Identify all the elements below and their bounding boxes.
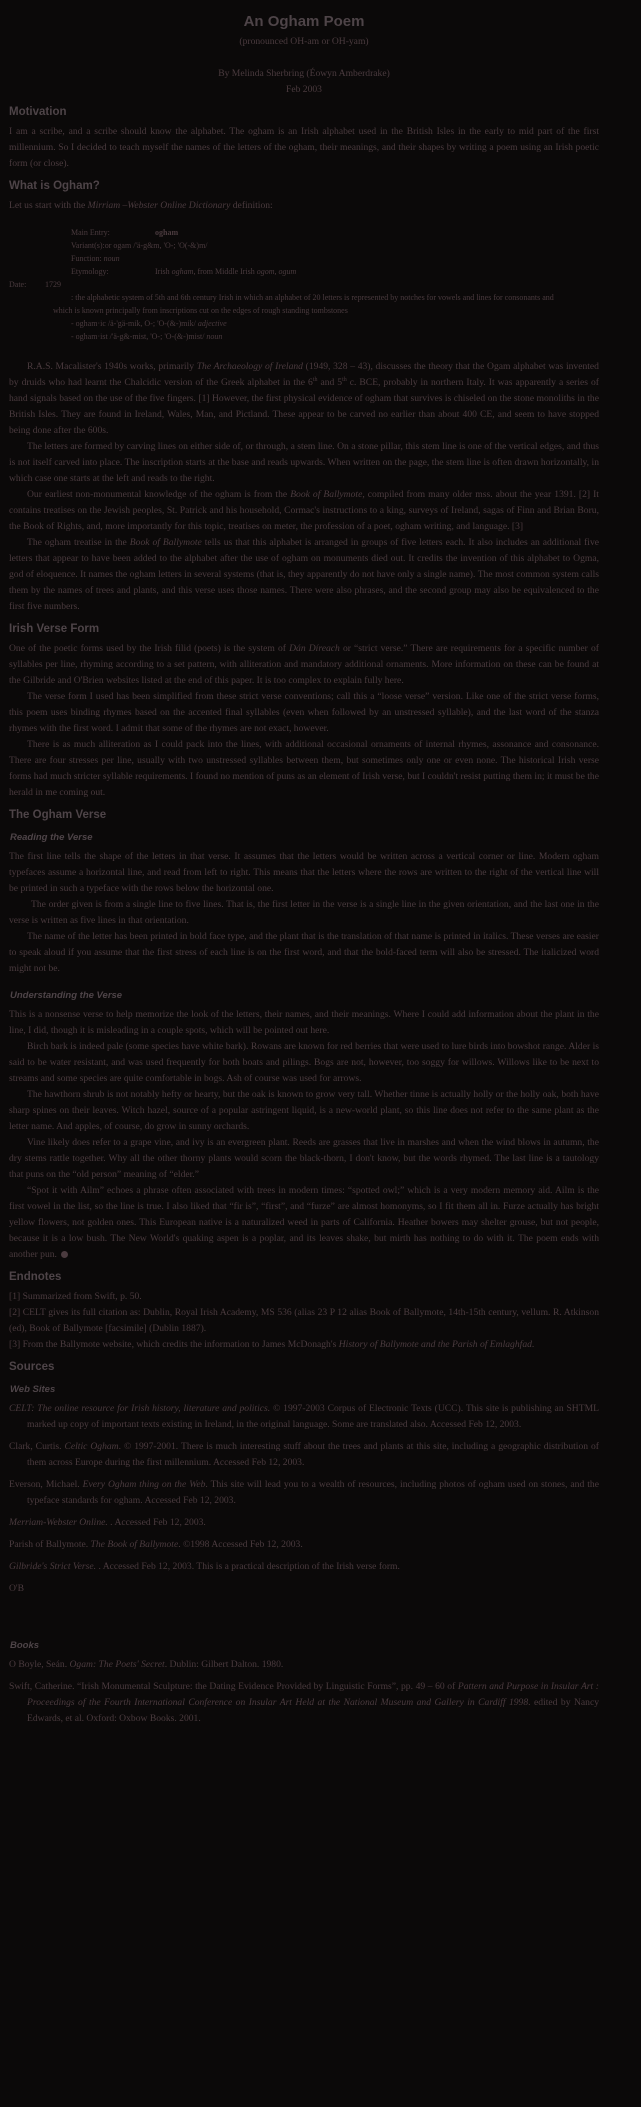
pronunciation: (pronounced OH-am or OH-yam) bbox=[239, 36, 369, 47]
understanding-paragraph: The hawthorn shrub is not notably hefty or hearty, but the oak is known to grow very tall. Whether tinne is actually holly or the holly oak, both have sharp spines on their leaves. Witch hazel, source of a popular astringent liquid, is a new-world plant, so this line does not refer to the same plant as the letter name. And apples, of course, do grow in sunny orchards. bbox=[9, 1089, 599, 1132]
endnote bbox=[9, 1337, 599, 1353]
source-entry bbox=[9, 1401, 599, 1433]
text-run: Our earliest non-monumental knowledge of the ogham is from the bbox=[27, 489, 291, 500]
source-entry bbox=[9, 1515, 599, 1531]
source-title-link[interactable]: The Book of Ballymote bbox=[90, 1539, 179, 1550]
dictionary-definition bbox=[9, 226, 599, 343]
derivative: - ogham·ic /ä-'gä-mik, O-; 'O-(&-)mik/ adjective bbox=[71, 319, 227, 328]
italic-title: The Archaeology of Ireland bbox=[196, 361, 303, 372]
source-entry bbox=[9, 1559, 599, 1575]
motivation-paragraph: I am a scribe, and a scribe should know the alphabet. The ogham is an Irish alphabet used in the British Isles in the early to mid part of the first millennium. So I decided to teach myself the names of the letters of the ogham, their meanings, and their shapes by writing a poem using an Irish poetic form (or close). bbox=[9, 126, 599, 169]
source-title-link[interactable]: CELT: The online resource for Irish history, literature and politics. bbox=[9, 1403, 271, 1414]
author-line: By Melinda Sherbring (Éowyn Amberdrake) bbox=[218, 68, 390, 79]
section-heading-irish-verse-form: Irish Verse Form bbox=[9, 623, 100, 635]
italic-title: Book of Ballymote bbox=[290, 489, 363, 500]
definition-intro: Let us start with the Mirriam –Webster Online Dictionary definition: bbox=[9, 200, 273, 211]
italic-title: Ogam: The Poets' Secret bbox=[69, 1659, 165, 1670]
main-entry-row: Main Entry: ogham bbox=[71, 228, 179, 237]
body-paragraph bbox=[9, 689, 599, 737]
book-sources-list bbox=[9, 1657, 599, 1727]
subheading-reading-the-verse: Reading the Verse bbox=[10, 832, 93, 843]
text-run: O Boyle, Seán. bbox=[9, 1659, 70, 1670]
italic-title: Dán Díreach bbox=[289, 643, 340, 654]
source-title-link[interactable]: Gilbride's Strict Verse. bbox=[9, 1561, 97, 1572]
text-run: th bbox=[342, 376, 347, 383]
source-title-link[interactable]: Merriam-Webster Online. bbox=[9, 1517, 108, 1528]
body-paragraph bbox=[9, 535, 599, 615]
source-entry bbox=[9, 1439, 599, 1471]
reading-paragraph: The name of the letter has been printed in bold face type, and the plant that is the translation of that name is printed in italics. These verses are easier to speak aloud if you assume that the first stress of each line is on the first word, and that the bold-faced term will also be stressed. The italicized word might not be. bbox=[9, 931, 599, 974]
endnote bbox=[9, 1305, 599, 1337]
text-run: tells us that this alphabet is arranged in groups of five letters each. It also includes an additional five letters that appear to have been added to the alphabet after the use of ogham on monuments died out. It credits the invention of this alphabet to Ogma, god of eloquence. It names the ogham letters in several systems (that is, they apparently do not have only a single name). The most common system calls them by the names of trees and plants, and this verse uses those names. There were also phrases, and the second group may also be equivalenced to the first five numbers. bbox=[9, 537, 599, 612]
text-run: One of the poetic forms used by the Irish filid (poets) is the system of bbox=[9, 643, 290, 654]
text-run: and 5 bbox=[317, 377, 343, 388]
body-paragraph bbox=[9, 359, 599, 439]
date-row: Date: 1729 bbox=[9, 280, 61, 289]
understanding-paragraph: Vine likely does refer to a grape vine, and ivy is an evergreen plant. Reeds are grasses that live in marshes and when the wind blows in autumn, the dry stems rattle together. Why all the other thorny plants would scorn the black-thorn, I don't know, but the words rhymed. The last line is a tautology that puns on the “old person” meaning of “elder.” bbox=[9, 1137, 599, 1180]
section-heading-sources: Sources bbox=[9, 1361, 55, 1373]
text-run: . © 1997-2001. There is much interesting stuff about the trees and plants at this site, including a geographic distribution of them across Europe during the first millennium. Accessed Feb 12, 2003. bbox=[27, 1441, 599, 1468]
endnotes-list bbox=[9, 1289, 599, 1353]
text-run: . edited by Nancy Edwards, et al. Oxford: Oxbow Books. 2001. bbox=[27, 1697, 599, 1724]
text-run: © 1997-2003 Corpus of Electronic Texts (UCC). This site is publishing an SHTML marked up copy of important texts existing in Ireland, in the original language. Some are translated also. Accessed Feb 12, 2003. bbox=[27, 1403, 599, 1430]
source-entry bbox=[9, 1537, 599, 1553]
endnote bbox=[9, 1289, 599, 1305]
italic-title: Pattern and Purpose in Insular Art : Proceedings of the Fourth International Conference on Insular Art Held at the National Museum and Gallery in Cardiff 1998 bbox=[27, 1681, 599, 1708]
section-heading-what-is-ogham: What is Ogham? bbox=[9, 180, 100, 192]
source-entry bbox=[9, 1581, 599, 1597]
section-heading-motivation: Motivation bbox=[9, 106, 67, 118]
text-run: [1] Summarized from Swift, p. 50. bbox=[9, 1291, 142, 1302]
irish-verse-paragraphs bbox=[9, 641, 599, 801]
subheading-web-sites: Web Sites bbox=[10, 1384, 56, 1395]
body-paragraph bbox=[9, 439, 599, 487]
text-run: Everson, Michael. bbox=[9, 1479, 83, 1490]
italic-title: Book of Ballymote bbox=[129, 537, 202, 548]
text-run: , compiled from many older mss. about the year 1391. [2] It contains treatises on the Jewish peoples, St. Patrick and his household, Cormac's instructions to a king, surveys of Ireland, sagas of Finn and Brian Boru, the Book of Rights, and, more importantly for this topic, treatises on meter, the profession of a poet, ogham writing, and language. [3] bbox=[9, 489, 599, 532]
source-entry bbox=[9, 1679, 599, 1727]
text-run: th bbox=[312, 376, 318, 383]
understanding-paragraph-final: “Spot it with Ailm” echoes a phrase often associated with trees in modern times: “spotted owl;” which is a very modern memory aid. Ailm is the first vowel in the list, so the line is true. I also liked that “fir is”, “first”, and “furze” are almost homonyms, so I fit them all in. Furze actually has bright yellow flowers, not golden ones. This European native is a naturalized weed in parts of California. Heather bowers may shelter grouse, but not people, because it is a low bush. The New World's quaking aspen is a poplar, and its leaves shake, but mirth has nothing to do with it. The poem ends with another pun. bbox=[9, 1185, 599, 1260]
derivative: - ogham·ist /'ä-g&-mist, 'O-; 'O-(&-)mist/ noun bbox=[71, 332, 223, 341]
text-run: Swift, Catherine. “Irish Monumental Sculpture: the Dating Evidence Provided by Linguistic Forms”, pp. 49 – 60 of bbox=[9, 1681, 458, 1692]
variant-row: Variant(s):or ogam /'ä-g&m, 'O-; 'O(-&)m/ bbox=[71, 241, 208, 250]
body-paragraph bbox=[9, 641, 599, 689]
text-run: . This site will lead you to a wealth of resources, including photos of ogham used on stones, and the typeface standards for ogham. Accessed Feb 12, 2003. bbox=[27, 1479, 599, 1506]
reading-paragraph: The first line tells the shape of the letters in that verse. It assumes that the letters would be written across a vertical corner or line. Modern ogham typefaces assume a horizontal line, and read from left to right. This means that the letters where the rows are written to the right of the vertical line will be printed in such a typeface with the rows below the horizontal one. bbox=[9, 851, 599, 894]
text-run: [2] CELT gives its full citation as: Dublin, Royal Irish Academy, MS 536 (alias 23 P 12 alias Book of Ballymote, 14th-15th century, vellum. R. Atkinson (ed), Book of Ballymote [facsimile] (Dublin 1887). bbox=[9, 1307, 599, 1334]
text-run: . Accessed Feb 12, 2003. bbox=[107, 1517, 206, 1528]
body-paragraph bbox=[9, 737, 599, 801]
publish-date: Feb 2003 bbox=[286, 84, 322, 95]
text-run: The verse form I used has been simplified from these strict verse conventions; call this a “loose verse” version. Like one of the strict verse forms, this poem uses binding rhymes based on the accented final syllables (even when followed by an unstressed syllable), and the last word of the stanza rhymes with the first word. I admit that some of the rhymes are not exact, however. bbox=[9, 691, 599, 734]
text-run: [3] From the Ballymote website, which credits the information to James McDonagh's bbox=[9, 1339, 339, 1350]
text-run: . ©1998 Accessed Feb 12, 2003. bbox=[178, 1539, 303, 1550]
what-is-paragraphs bbox=[9, 359, 599, 615]
text-run: . Dublin: Gilbert Dalton. 1980. bbox=[164, 1659, 284, 1670]
smiley-icon bbox=[61, 1251, 68, 1258]
text-run: The ogham treatise in the bbox=[27, 537, 130, 548]
subheading-understanding-the-verse: Understanding the Verse bbox=[10, 990, 123, 1001]
web-sources-list bbox=[9, 1401, 599, 1597]
body-paragraph bbox=[9, 487, 599, 535]
source-title-link[interactable]: Every Ogham thing on the Web bbox=[82, 1479, 206, 1490]
function-row: Function: noun bbox=[71, 254, 120, 263]
etymology-row: Etymology: Irish ogham, from Middle Irish ogom, ogum bbox=[71, 267, 297, 276]
text-run: Parish of Ballymote. bbox=[9, 1539, 91, 1550]
text-run: O'B bbox=[9, 1583, 25, 1594]
source-title-link[interactable]: Celtic Ogham bbox=[64, 1441, 119, 1452]
section-heading-endnotes: Endnotes bbox=[9, 1271, 62, 1283]
source-entry bbox=[9, 1477, 599, 1509]
text-run: R.A.S. Macalister's 1940s works, primarily bbox=[27, 361, 197, 372]
text-run: (1949, 328 – 43), discusses the theory that the Ogam alphabet was invented by druids who had learnt the Chalcidic version of the Greek alphabet in the 6 bbox=[9, 361, 599, 388]
reading-paragraph: The order given is from a single line to five lines. That is, the first letter in the verse is a single line in the given orientation, and the last one in the verse is written as five lines in that orientation. bbox=[9, 899, 599, 926]
text-run: or “strict verse.” There are requirements for a specific number of syllables per line, rhyming according to a set pattern, with alliteration and mandatory additional ornaments. More information on these can be found at the Gilbride and O'Brien websites listed at the end of this paper. It is too complex to explain fully here. bbox=[9, 643, 599, 686]
dictionary-title: Mirriam –Webster Online Dictionary bbox=[87, 200, 231, 211]
understanding-paragraph: Birch bark is indeed pale (some species have white bark). Rowans are known for red berries that were used to lure birds into bowshot range. Alder is said to be water resistant, and was used frequently for both boats and pilings. Bogs are not, however, too soggy for willows. Willows like to be next to streams and some species are quite comfortable in bogs. Ash of course was used for arrows. bbox=[9, 1041, 599, 1084]
italic-title: History of Ballymote and the Parish of Emlaghfad bbox=[338, 1339, 532, 1350]
text-run: c. BCE, probably in northern Italy. It was apparently a series of hand signals based on the use of the five fingers. [1] However, the first physical evidence of ogham that survives is chiseled on the stone monoliths in the British Isles. They are found in Ireland, Wales, Man, and Pictland. These appear to be carved no earlier than about 400 CE, and seem to have stopped being done after the 600s. bbox=[9, 377, 599, 436]
text-run: Clark, Curtis. bbox=[9, 1441, 65, 1452]
page-title: An Ogham Poem bbox=[243, 13, 365, 30]
definition-sense: : the alphabetic system of 5th and 6th century Irish in which an alphabet of 20 letters is represented by notches for vowels and lines for consonants and which is known principally from inscriptions cut on the edges of rough standing tombstones bbox=[53, 293, 554, 315]
subheading-books: Books bbox=[10, 1640, 40, 1651]
text-run: . Accessed Feb 12, 2003. This is a practical description of the Irish verse form. bbox=[96, 1561, 400, 1572]
text-run: There is as much alliteration as I could pack into the lines, with additional occasional ornaments of internal rhymes, assonance and consonance. There are four stresses per line, usually with two unstressed syllables between them, but sometimes only one or even none. The historical Irish verse forms had much stricter syllable requirements. I found no mention of puns as an element of Irish verse, but I couldn't resist putting them in; it must be the herald in me coming out. bbox=[9, 739, 599, 798]
understanding-paragraph: This is a nonsense verse to help memorize the look of the letters, their names, and their meanings. Where I could add information about the plant in the line, I did, though it is misleading in a couple spots, which will be pointed out here. bbox=[9, 1009, 599, 1036]
text-run: . bbox=[531, 1339, 535, 1350]
text-run: The letters are formed by carving lines on either side of, or through, a stem line. On a stone pillar, this stem line is one of the vertical edges, and thus is not itself carved into place. The inscription starts at the base and reads upwards. When written on the page, the stem line is often drawn horizontally, in which case one starts at the left and reads to the right. bbox=[9, 441, 599, 484]
source-entry bbox=[9, 1657, 599, 1673]
section-heading-ogham-verse: The Ogham Verse bbox=[9, 809, 107, 821]
